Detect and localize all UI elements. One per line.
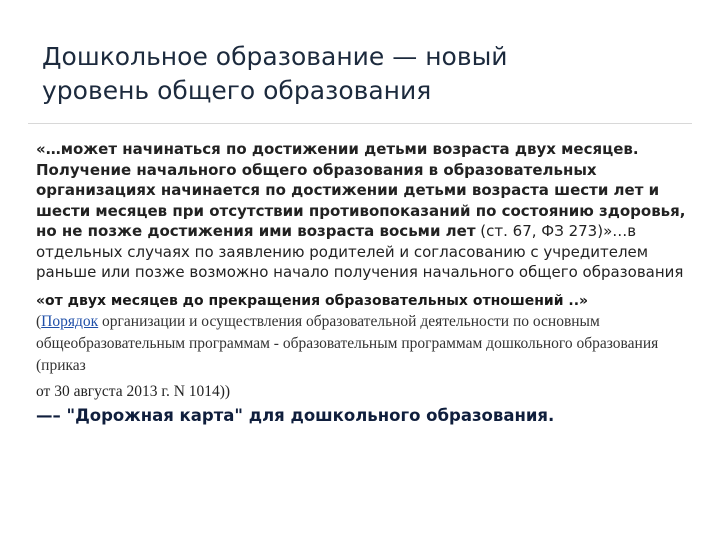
age-requirements-regular-text: (ст. 67, ФЗ 273)»…в отдельных случаях по заявлению родителей и согласованию с учредителем раньше или позже возможно начало получения начального общего образования xyxy=(36,222,684,281)
title-line-1: Дошкольное образование — новый xyxy=(42,42,508,71)
title-line-2: уровень общего образования xyxy=(42,76,432,105)
title-divider xyxy=(28,123,692,124)
slide-title xyxy=(42,40,682,108)
paragraph-order-reference xyxy=(36,311,691,377)
order-link[interactable]: Порядок xyxy=(41,312,99,330)
paragraph-age-requirements xyxy=(36,139,691,283)
slide-body xyxy=(36,139,691,427)
age-requirements-bold-text: «…может начинаться по достижении детьми возраста двух месяцев. Получение начального общего образования в образовательных организациях начинается по достижении детьми возраста шести лет и шести месяцев при отсутствии противопоказаний по состоянию здоровья, но не позже достижения ими возраста восьми лет xyxy=(36,140,686,240)
paragraph-roadmap: —– "Дорожная карта" для дошкольного образования. xyxy=(36,405,555,425)
order-open-paren: ( xyxy=(36,312,42,330)
paragraph-order-date: от 30 августа 2013 г. N 1014)) xyxy=(36,382,231,400)
paragraph-quote: «от двух месяцев до прекращения образовательных отношений ..» xyxy=(36,292,589,309)
order-reference-text: организации и осуществления образовательной деятельности по основным общеобразовательным программам - образовательным программам дошкольного образования (приказ xyxy=(36,312,659,374)
